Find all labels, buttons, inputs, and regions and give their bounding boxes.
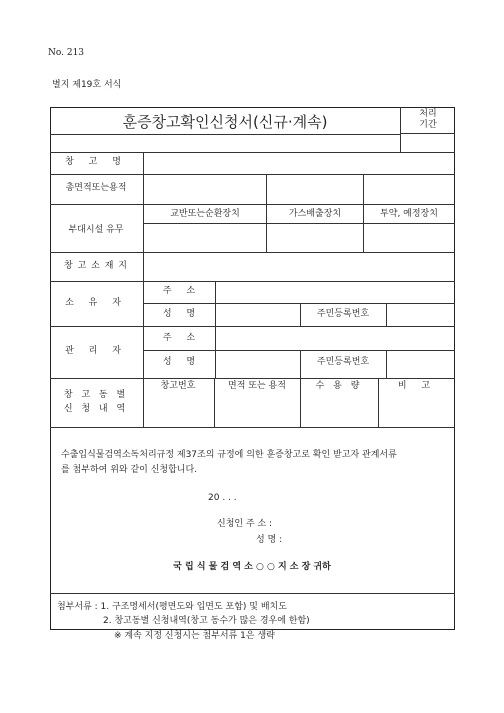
owner-resident-no-field[interactable] (387, 304, 454, 325)
col-capacity: 수 용 량 (315, 381, 363, 391)
label-owner-resident-no: 주민등록번호 (316, 309, 370, 319)
label-manager-address: 주 소 (162, 333, 202, 343)
label-application-details: 신 청 내 역 (63, 404, 129, 414)
label-manager-name: 성 명 (162, 357, 202, 367)
applicant-name: 성 명 : (256, 535, 283, 545)
label-total-area: 총면적또는용적 (65, 183, 127, 193)
processing-label-2: 기간 (419, 120, 437, 130)
facility-dosing: 투약, 예정장치 (380, 209, 438, 219)
col-remark: 비 고 (397, 381, 437, 391)
form-reference: 별지 제19호 서식 (52, 80, 122, 90)
manager-name-field[interactable] (216, 351, 299, 377)
label-owner-name: 성 명 (162, 309, 202, 319)
facility-gas-exhaust: 가스배출장치 (288, 209, 342, 219)
label-manager-resident-no: 주민등록번호 (316, 357, 370, 367)
label-warehouse-name: 창 고 명 (65, 157, 127, 167)
applicant-address: 신청인 주 소 : (217, 519, 273, 529)
warehouse-name-field[interactable] (144, 153, 454, 173)
recipient: 국 립 식 물 검 역 소 ○ ○ 지 소 장 귀하 (173, 562, 331, 572)
label-location: 창 고 소 재 지 (64, 261, 128, 271)
label-manager: 관 리 자 (65, 346, 127, 356)
manager-resident-no-field[interactable] (387, 351, 454, 377)
form-number: No. 213 (48, 48, 85, 58)
form-title: 훈증창고확인신청서(신규·계속) (122, 113, 328, 131)
attachments-note: ※ 계속 지정 신청시는 첨부서류 1은 생략 (114, 631, 275, 641)
warehouse-details-field[interactable] (144, 396, 454, 426)
label-facilities: 부대시설 유무 (68, 225, 124, 235)
statement-line-1: 수출입식물검역소독처리규정 제37조의 규정에 의한 훈증창고로 확인 받고자 관계서류 (61, 450, 397, 460)
location-field[interactable] (144, 253, 454, 281)
facility-mixing: 교반또는순환장치 (170, 209, 240, 219)
statement-line-2: 를 첨부하여 위와 같이 신청합니다. (61, 465, 198, 475)
label-owner: 소 유 자 (65, 298, 127, 308)
total-area-field[interactable] (144, 175, 454, 203)
col-warehouse-number: 창고번호 (160, 381, 196, 391)
manager-address-field[interactable] (216, 327, 454, 349)
facilities-field[interactable] (144, 224, 454, 251)
attachments-2: 2. 창고동별 신청내역(창고 동수가 많은 경우에 한함) (103, 616, 310, 626)
owner-name-field[interactable] (216, 304, 299, 325)
processing-label: 처리 (419, 109, 437, 119)
attachments-1: 첨부서류 : 1. 구조명세서(평면도와 입면도 포함) 및 배치도 (57, 602, 287, 612)
label-owner-address: 주 소 (162, 286, 202, 296)
owner-address-field[interactable] (216, 282, 454, 303)
col-area: 면적 또는 용적 (228, 381, 286, 391)
date-line: 20 . . . (208, 493, 237, 503)
label-by-warehouse: 창 고 동 별 (63, 390, 129, 400)
